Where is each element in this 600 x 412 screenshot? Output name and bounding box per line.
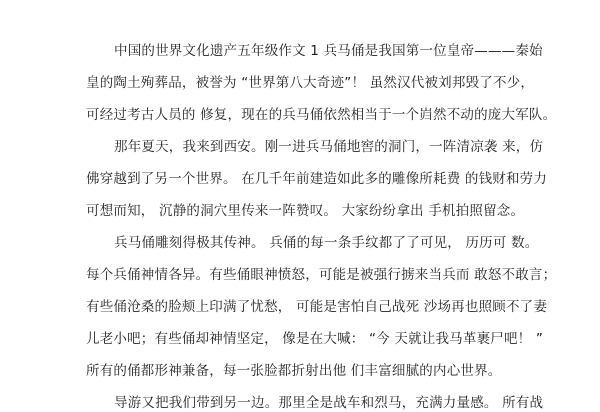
text-line-11: 所有的俑都形神兼备，每一张脸都折射出他 们丰富细腻的内心世界。 xyxy=(86,363,502,379)
text-line-6: 可想而知， 沉静的洞穴里传来一阵赞叹。 大家纷纷拿出 手机拍照留念。 xyxy=(86,203,525,219)
text-line-10: 儿老小吧；有些俑却神情坚定， 像是在大喊： “今 天就让我马革裹尸吧！ ” xyxy=(86,331,544,347)
text-line-3: 可经过考古人员的 修复，现在的兵马俑依然相当于一个岿然不动的庞大军队。 xyxy=(86,107,557,123)
text-line-2: 皇的陶土殉葬品，被誉为 “世界第八大奇迹”！ 虽然汉代被刘邦毁了不少， xyxy=(86,75,535,91)
text-line-12: 导游又把我们带到另一边。那里全是战车和烈马，充满力量感。 所有战 xyxy=(114,395,544,411)
text-line-5: 佛穿越到了另一个世界。 在几千年前建造如此多的雕像所耗费 的钱财和劳力 xyxy=(86,171,548,187)
text-line-4: 那年夏天，我来到西安。刚一进兵马俑地窖的洞门，一阵清凉袭 来，仿 xyxy=(114,139,544,155)
text-line-1: 中国的世界文化遗产五年级作文 1 兵马俑是我国第一位皇帝———秦始 xyxy=(114,43,543,59)
text-line-7: 兵马俑雕刻得极其传神。 兵俑的每一条手纹都了了可见， 历历可 数。 xyxy=(114,235,539,251)
text-line-9: 有些俑沧桑的脸颊上印满了忧愁， 可能是害怕自己战死 沙场再也照顾不了妻 xyxy=(86,299,548,315)
text-line-8: 每个兵俑神情各异。有些俑眼神愤怒，可能是被强行掳来当兵而 敢怒不敢言； xyxy=(86,267,557,283)
